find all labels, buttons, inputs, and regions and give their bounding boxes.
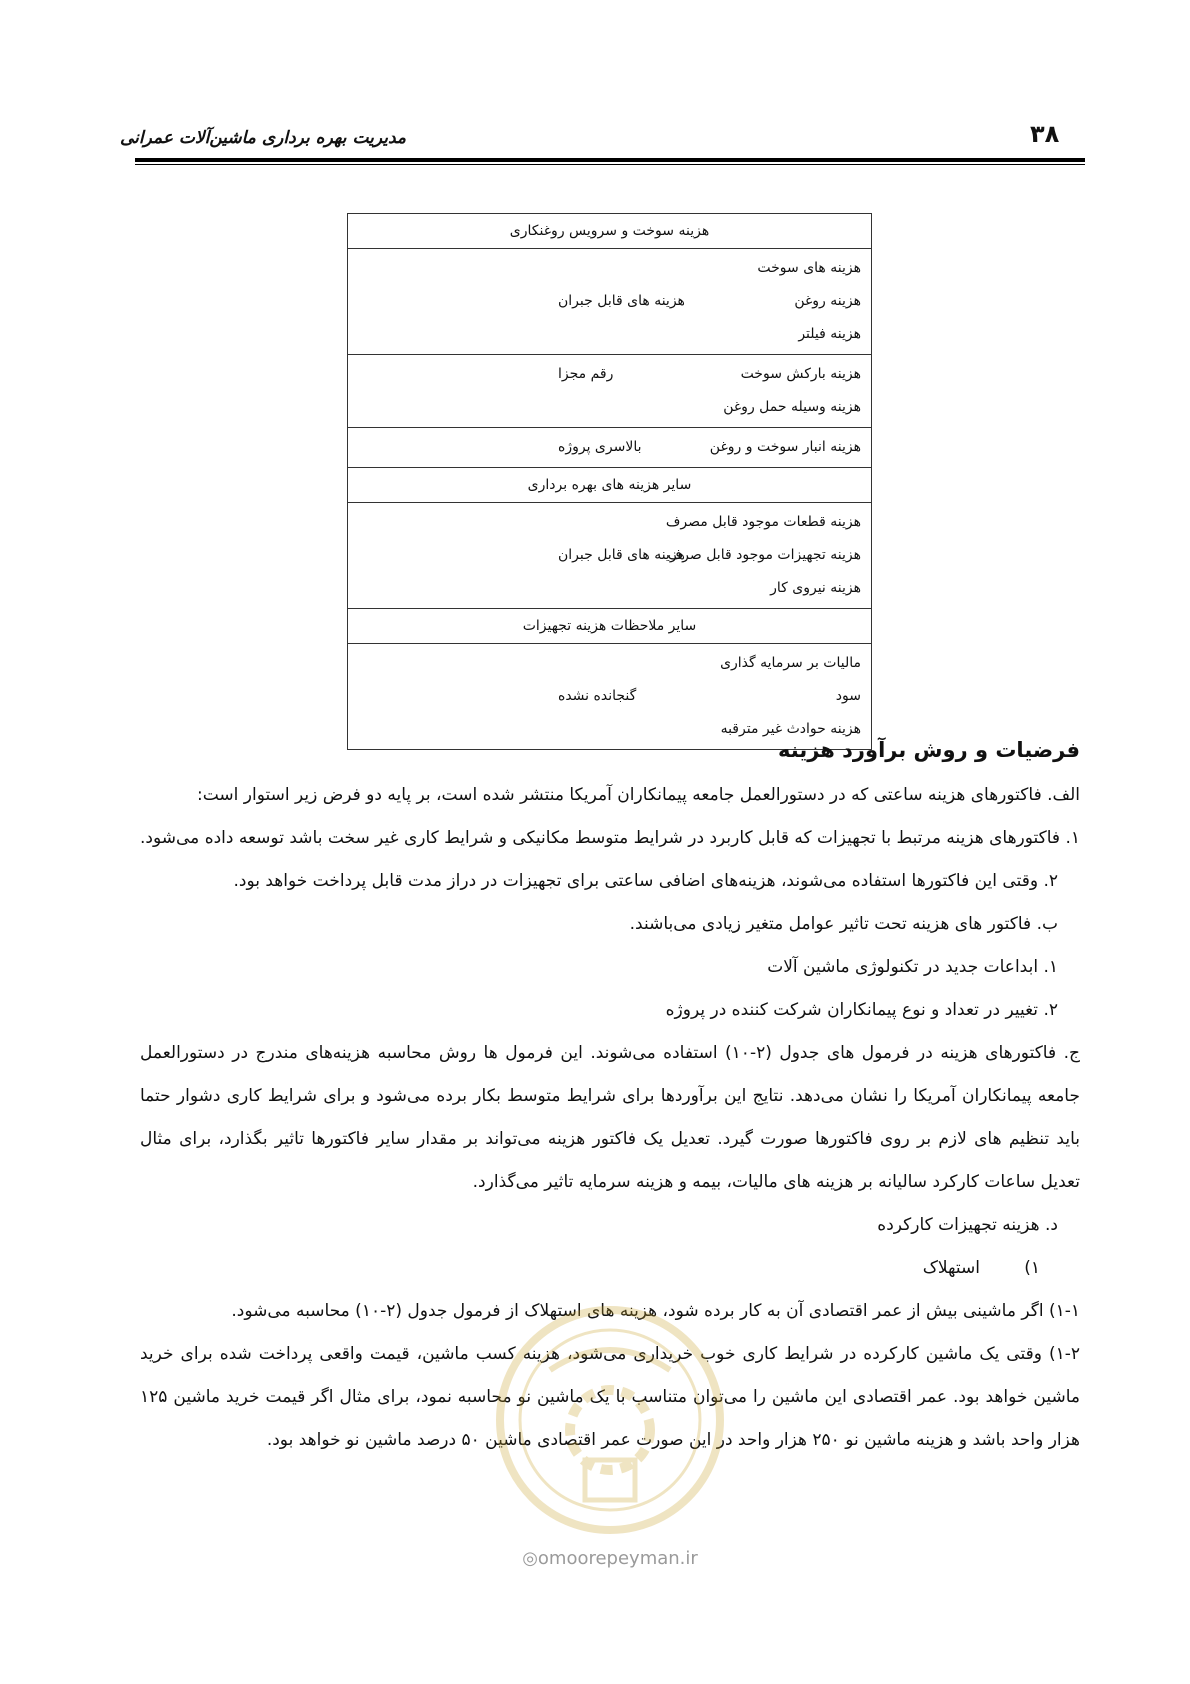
table-item: هزینه فیلتر — [798, 326, 861, 342]
table-item: سود — [835, 688, 861, 704]
paragraph-1-1: ۱-۱) اگر ماشینی بیش از عمر اقتصادی آن به کار برده شود، هزینه های استهلاک از فرمول جدول (۲-۱۰) محاسبه می‌شود. — [231, 1301, 1080, 1321]
logo-seal-icon — [490, 1300, 730, 1540]
list-item-label: استهلاک — [922, 1258, 980, 1278]
section-heading: فرضیات و روش برآورد هزینه — [778, 738, 1080, 762]
paragraph-1-2: ۱-۲) وقتی یک ماشین کارکرده در شرایط کاری خوب خریداری می‌شود، هزینه کسب ماشین، قیمت واقعی پرداخت شده برای خرید ماشین خواهد بود. عمر اقتصادی این ماشین را می‌توان متناسب با یک ماشین نو محاسبه نمود، برای مثال اگر قیمت خرید ماشین ۱۲۵ هزار واحد باشد و هزینه ماشین نو ۲۵۰ هزار واحد در این صورت عمر اقتصادی ماشین ۵۰ درصد ماشین نو خواهد بود. — [140, 1344, 1080, 1450]
paragraph-a2: ۲. وقتی این فاکتورها استفاده می‌شوند، هزینه‌های اضافی ساعتی برای تجهیزات در دراز مدت قابل پرداخت خواهد بود. — [233, 871, 1058, 891]
table-item: هزینه حوادث غیر مترقبه — [720, 721, 861, 737]
table-note: بالاسری پروژه — [558, 439, 642, 455]
paragraph-a1: ۱. فاکتورهای هزینه مرتبط با تجهیزات که قابل کاربرد در شرایط متوسط مکانیکی و شرایط کاری غیر سخت باشد توسعه داده می‌شود. — [140, 828, 1080, 848]
paragraph-c: ج. فاکتورهای هزینه در فرمول های جدول (۲-۱۰) استفاده می‌شوند. این فرمول ها روش محاسبه هزینه‌های مندرج در دستورالعمل جامعه پیمانکاران آمریکا را نشان می‌دهد. نتایج این برآوردها برای شرایط متوسط بکار برده می‌شود و برای شرایط کاری دشوار حتما باید تنظیم های لازم بر روی فاکتورها صورت گیرد. تعدیل یک فاکتور هزینه می‌تواند بر مقدار سایر فاکتورها تاثیر بگذارد، برای مثال تعدیل ساعات کارکرد سالیانه بر هزینه های مالیات، بیمه و هزینه سرمایه تاثیر می‌گذارد. — [140, 1043, 1080, 1192]
paragraph-d: د. هزینه تجهیزات کارکرده — [877, 1215, 1058, 1235]
table-item: هزینه انبار سوخت و روغن — [709, 439, 861, 455]
book-title: مدیریت بهره برداری ماشین‌آلات عمرانی — [120, 128, 407, 148]
table-group — [348, 355, 871, 428]
table-note: هزینه های قابل جبران — [558, 293, 685, 309]
watermark-site — [495, 1548, 725, 1569]
paragraph-b2: ۲. تغییر در تعداد و نوع پیمانکاران شرکت کننده در پروژه — [665, 1000, 1058, 1020]
watermark-url: omoorepeyman.ir — [537, 1548, 698, 1569]
table-section-title: سایر هزینه های بهره برداری — [348, 468, 871, 503]
table-item: هزینه بارکش سوخت — [740, 366, 861, 382]
table-group — [348, 428, 871, 468]
table-item: هزینه قطعات موجود قابل مصرف — [665, 514, 861, 530]
table-note: رقم مجزا — [558, 366, 614, 382]
table-item: هزینه وسیله حمل روغن — [723, 399, 861, 415]
page-number: ۳۸ — [1030, 120, 1060, 148]
paragraph-b: ب. فاکتور های هزینه تحت تاثیر عوامل متغیر زیادی می‌باشند. — [629, 914, 1058, 934]
header-rule-thin — [135, 164, 1085, 165]
table-note: هزینه های قابل جبران — [558, 547, 685, 563]
table-group — [348, 503, 871, 609]
at-icon: ◎ — [522, 1548, 538, 1569]
table-group — [348, 249, 871, 355]
table-item: مالیات بر سرمایه گذاری — [720, 655, 861, 671]
paragraph-a: الف. فاکتورهای هزینه ساعتی که در دستورالعمل جامعه پیمانکاران آمریکا منتشر شده است، بر پایه دو فرض زیر استوار است: — [196, 785, 1080, 805]
paragraph-b1: ۱. ابداعات جدید در تکنولوژی ماشین آلات — [767, 957, 1058, 977]
table-note: گنجانده نشده — [558, 688, 637, 704]
table-item: هزینه تجهیزات موجود قابل صرف — [667, 547, 861, 563]
list-item-number: ۱) — [1024, 1258, 1040, 1278]
table-section-title: هزینه سوخت و سرویس روغنکاری — [348, 214, 871, 249]
table-item: هزینه های سوخت — [757, 260, 861, 276]
table-section-title: سایر ملاحظات هزینه تجهیزات — [348, 609, 871, 644]
cost-table — [347, 213, 872, 750]
header-rule-thick — [135, 158, 1085, 162]
table-item: هزینه نیروی کار — [770, 580, 861, 596]
table-item: هزینه روغن — [794, 293, 861, 309]
list-item — [140, 1247, 1080, 1290]
